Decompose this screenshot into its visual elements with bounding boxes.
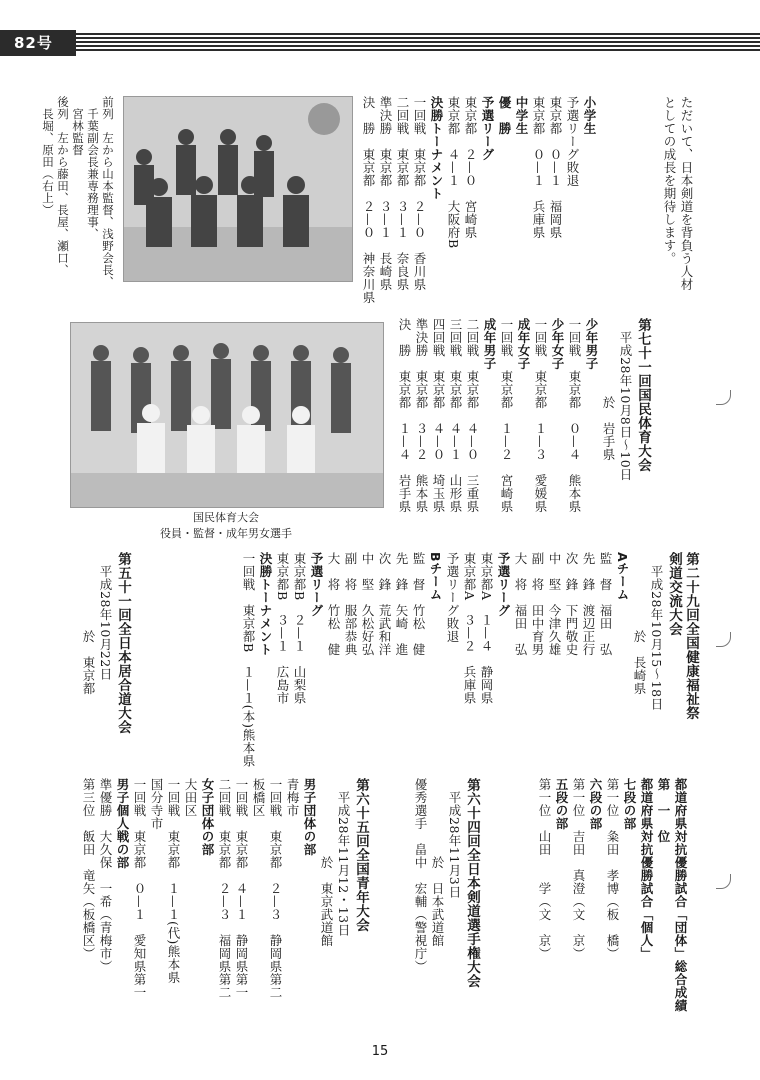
event-venue: 於 日本武道館	[430, 778, 445, 947]
prefectural-results	[536, 778, 689, 1040]
event-title: 第六十五回全国青年大会	[353, 778, 369, 932]
event-venue: 於 東京武道館	[319, 778, 334, 947]
event-title: 第七十一回国民体育大会	[635, 318, 651, 472]
margin-mark	[716, 632, 731, 647]
photo-2-caption	[120, 510, 332, 542]
text-line: 第三位 飯田 竜矢（板橋区）	[81, 778, 96, 960]
text-line: 宮林監督	[71, 96, 85, 156]
page-number: 15	[371, 1044, 389, 1059]
text-line: 東京都A １—４ 静岡県	[479, 552, 494, 705]
text-line: 第 一 位	[656, 778, 671, 843]
kokutai-results	[396, 318, 651, 533]
text-line: 副 将 田中育男	[530, 552, 545, 656]
text-line: 成年女子	[516, 318, 531, 370]
text-line: 準決勝 東京都 ３—１ 長崎県	[378, 96, 393, 291]
event-venue: 於 長崎県	[632, 552, 647, 695]
text-line: 決勝トーナメント	[258, 552, 273, 656]
text-line: 東京都 ０—１ 兵庫県	[531, 96, 546, 239]
text-line: Aチーム	[615, 552, 630, 602]
text-line: としての成長を期待します。	[662, 96, 677, 265]
team-photo-1	[123, 96, 353, 282]
text-line: 少年男子	[584, 318, 599, 370]
text-line: 東京都A ３—２ 兵庫県	[462, 552, 477, 705]
text-line: 決勝トーナメント	[429, 96, 444, 200]
issue-badge: 82号	[0, 30, 76, 56]
text-line: 一回戦 東京都 ２—３ 静岡県第二	[268, 778, 283, 999]
text-line: 一回戦 東京都 １—１(代)熊本県	[166, 778, 181, 984]
text-line: 二回戦 東京都 ４—０ 三重県	[465, 318, 480, 513]
text-line: 男子団体の部	[302, 778, 317, 856]
text-line: 大 将 竹松 健	[326, 552, 341, 656]
text-line: 第一位 吉田 真澄（文 京）	[571, 778, 586, 960]
text-line: 東京都B ２—１ 山梨県	[292, 552, 307, 705]
text-line: 予選リーグ	[309, 552, 324, 617]
text-line: 予選リーグ	[480, 96, 495, 161]
text-line: 男子個人戦の部	[115, 778, 130, 869]
text-line: Bチーム	[428, 552, 443, 602]
text-line: 第一位 山田 学（文 京）	[537, 778, 552, 960]
text-line: 一回戦 東京都 ０—１ 愛知県第一	[132, 778, 147, 999]
text-line: 千葉副会長兼専務理事、	[86, 96, 100, 240]
margin-mark	[716, 874, 731, 889]
text-line: 六段の部	[588, 778, 603, 830]
event-title: 第五十一回全日本居合道大会	[115, 552, 131, 734]
event-venue: 於 東京都	[81, 552, 96, 695]
text-line: 五段の部	[554, 778, 569, 830]
event-title: 第二十九回全国健康福祉祭	[683, 552, 699, 720]
text-line: 中 堅 今津久雄	[547, 552, 562, 656]
text-line: 決 勝 東京都 １—４ 岩手県	[397, 318, 412, 513]
text-line: 板橋区	[251, 778, 266, 817]
header-stripes	[60, 33, 760, 53]
kenko-results	[240, 552, 699, 768]
caption-line: 国民体育大会	[193, 511, 259, 524]
iaido-event	[80, 552, 131, 757]
text-line: 大 将 福田 弘	[513, 552, 528, 656]
photo-1-image	[124, 97, 352, 281]
event-date: 平成28年10月8日〜10日	[618, 318, 633, 482]
senshuken-event	[412, 778, 480, 998]
event-subtitle: 剣道交流大会	[666, 552, 682, 636]
text-line: 前列 左から山本監督、浅野会長、	[101, 96, 115, 288]
text-line: ただいて、日本剣道を背負う人材	[679, 96, 694, 291]
text-line: 東京都 ４—１ 大阪府B	[446, 96, 461, 249]
junior-results	[360, 96, 598, 304]
text-line: 少年女子	[550, 318, 565, 370]
text-line: 予選リーグ敗退	[445, 552, 460, 643]
text-line: 次 鋒 下門敬史	[564, 552, 579, 656]
text-line: 予選リーグ敗退	[565, 96, 580, 187]
text-line: 監 督 福田 弘	[598, 552, 613, 656]
team-photo-2	[70, 322, 384, 508]
text-line: 準決勝 東京都 ３—２ 熊本県	[414, 318, 429, 513]
photo-2-image	[71, 323, 383, 507]
text-line: 東京都 ０—１ 福岡県	[548, 96, 563, 239]
text-line: 一回戦 東京都 １—２ 宮崎県	[499, 318, 514, 513]
text-line: 七段の部	[622, 778, 637, 830]
text-line: 中 堅 久松好弘	[360, 552, 375, 656]
text-line: 東京都B ３—１ 広島市	[275, 552, 290, 705]
event-title: 第六十四回全日本剣道選手権大会	[464, 778, 480, 988]
text-line: 国分寺市	[149, 778, 164, 830]
page-header	[0, 30, 760, 56]
text-line: 東京都 ２—０ 宮崎県	[463, 96, 478, 239]
text-line: 一回戦 東京都 ４—１ 静岡県第一	[234, 778, 249, 999]
text-line: 先 鋒 矢崎 進	[394, 552, 409, 656]
text-line: 後列 左から藤田、長屋、瀬口、	[56, 96, 70, 276]
text-line: 四回戦 東京都 ４—０ 埼玉県	[431, 318, 446, 513]
text-line: 準優勝 大久保 一希（青梅市）	[98, 778, 113, 973]
text-line: 次 鋒 荒武和洋	[377, 552, 392, 656]
text-line: 長堀、原田（右上）	[41, 96, 55, 216]
text-line: 二回戦 東京都 ２—３ 福岡県第二	[217, 778, 232, 999]
event-date: 平成28年11月12・13日	[336, 778, 351, 937]
intro-text	[661, 96, 695, 291]
text-line: 成年男子	[482, 318, 497, 370]
text-line: 三回戦 東京都 ４—１ 山形県	[448, 318, 463, 513]
text-line: 一回戦 東京都 ２—０ 香川県	[412, 96, 427, 291]
text-line: 監 督 竹松 健	[411, 552, 426, 656]
text-line: 小学生	[582, 96, 597, 135]
event-date: 平成28年10月15〜18日	[649, 552, 664, 711]
text-line: 青梅市	[285, 778, 300, 817]
text-line: 都道府県対抗優勝試合「団体」総合成績	[673, 778, 688, 1012]
text-line: 一回戦 東京都 １—３ 愛媛県	[533, 318, 548, 513]
margin-mark	[716, 390, 731, 405]
text-line: 優 勝	[497, 96, 512, 135]
text-line: 予選リーグ	[496, 552, 511, 617]
text-line: 中学生	[514, 96, 529, 135]
text-line: 大田区	[183, 778, 198, 817]
event-date: 平成28年10月22日	[98, 552, 113, 681]
text-line: 副 将 服部恭典	[343, 552, 358, 656]
text-line: 女子団体の部	[200, 778, 215, 856]
text-line: 優秀選手 畠中 宏輔（警視庁）	[413, 778, 428, 973]
text-line: 第一位 粂田 孝博（板 橋）	[605, 778, 620, 960]
text-line: 一回戦 東京都B １—１(本)熊本県	[241, 552, 256, 768]
text-line: 決 勝 東京都 ２—０ 神奈川県	[361, 96, 376, 304]
event-date: 平成28年11月3日	[447, 778, 462, 899]
photo-1-caption	[40, 96, 115, 286]
text-line: 先 鋒 渡辺正行	[581, 552, 596, 656]
caption-line: 役員・監督・成年男女選手	[160, 527, 292, 540]
text-line: 二回戦 東京都 ３—１ 奈良県	[395, 96, 410, 291]
seinen-event	[80, 778, 369, 1040]
event-venue: 於 岩手県	[601, 318, 616, 461]
text-line: 都道府県対抗優勝試合「個人」	[639, 778, 654, 960]
text-line: 一回戦 東京都 ０—４ 熊本県	[567, 318, 582, 513]
